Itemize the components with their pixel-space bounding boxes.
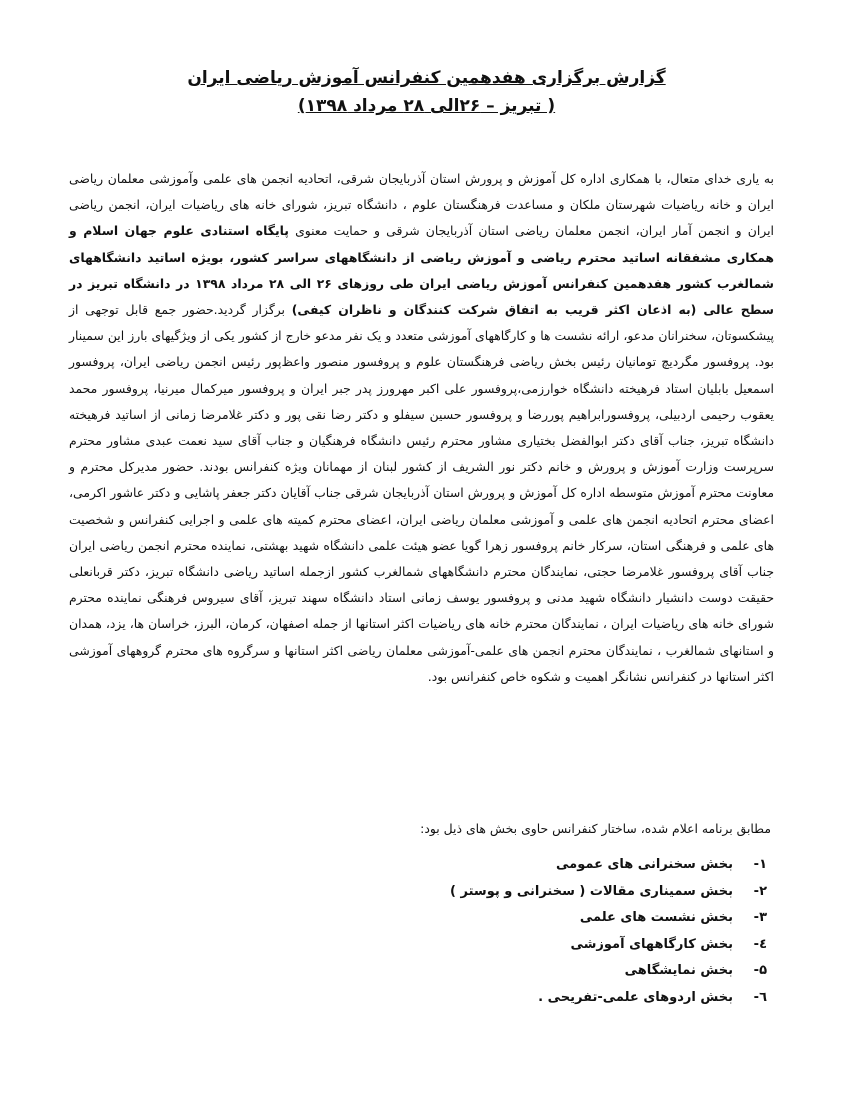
paragraph-part-1: به یاری خدای متعال، با همکاری اداره کل آموزش و پرورش استان آذربایجان شرقی، اتحادیه انجمن های علمی وآموزشی معلمان ریاضی ایران و خانه ریاضیات شهرستان ملکان و مساعدت فرهنگستان علوم ، دانشگاه تبریز، شورای خانه های ریاضیات ایران، انجمن ریاضی ایران و انجمن آمار ایران، انجمن معلمان ریاضی استان آذربایجان شرقی و حمایت معنوی [69,171,775,239]
list-item [450,958,767,985]
list-item [450,852,767,879]
list-item-number: ٤- [753,936,767,952]
sections-intro: مطابق برنامه اعلام شده، ساختار کنفرانس حاوی بخش های ذیل بود: [420,821,771,836]
page-subtitle: ( تبریز – ۲۶الی ۲۸ مرداد ۱۳۹۸) [297,96,556,116]
report-paragraph [69,166,774,690]
page-title: گزارش برگزاری هفدهمین کنفرانس آموزش ریاضی ایران [187,68,666,88]
list-item [450,932,767,959]
list-item-number: ۱- [753,857,767,872]
list-item-label: بخش نمایشگاهی [624,963,733,978]
list-item [450,985,767,1012]
list-item [450,879,767,906]
list-item-number: ٦- [753,989,767,1005]
list-item-label: بخش سخنرانی های عمومی [556,857,733,872]
list-item-label: بخش سمیناری مقالات ( سخنرانی و پوستر ) [450,883,733,899]
list-item-number: ۲- [753,883,767,899]
list-item-label: بخش اردوهای علمی-تفریحی . [538,989,733,1005]
list-item [450,905,767,932]
list-item-label: بخش نشست های علمی [579,910,733,925]
paragraph-part-2: برگزار گردید.حضور جمع قابل توجهی از پیشکسوتان، سخنرانان مدعو، ارائه نشست ها و کارگاههای آموزشی متعدد و یک نفر مدعو خارج از کشور یکی از ویژگیهای بارز این سمینار بود. پروفسور مگردیچ تومانیان رئیس بخش ریاضی فرهنگستان علوم و پروفسور منصور واعظ‌پور رئیس انجمن ریاضی ایران، پروفسور اسمعیل بابلیان استاد فرهیخته دانشگاه خوارزمی،پروفسور علی اکبر مهرورز پدر جبر ایران و پروفسور میرکمال میرنیا، پروفسور محمد یعقوب رحیمی اردبیلی، پروفسورابراهیم پوررضا و پروفسور حسین سیفلو و دکتر رضا نقی پور و دکتر غلامرضا زمانی از اساتید فرهیخته دانشگاه تبریز، جناب آقای دکتر ابوالفضل بختیاری مشاور محترم رئیس دانشگاه فرهنگیان و جناب آقای سید نعمت عبدی مشاور محترم سرپرست وزارت آموزش و پرورش و خانم دکتر نور الشریف از کشور لبنان از مهمانان ویژه کنفرانس بودند. حضور مدیرکل محترم و معاونت محترم آموزش متوسطه اداره کل آموزش و پرورش استان آذربایجان شرقی جناب آقایان دکتر جعفر پاشایی و دکتر عاشور اکرمی، اعضای محترم اتحادیه انجمن های علمی و آموزشی معلمان ریاضی ایران، اعضای محترم کمیته های علمی و اجرایی کنفرانس و شخصیت های علمی و فرهنگی استان، سرکار خانم پروفسور زهرا گویا عضو هیئت علمی دانشگاه شهید بهشتی، نماینده محترم انجمن ریاضی ایران جناب آقای پروفسور غلامرضا حجتی، نمایندگان محترم دانشگاههای شمالغرب کشور ازجمله اساتید ریاضی دانشگاه تبریز، دکتر قربانعلی حقیقت دوست دانشیار دانشگاه شهید مدنی و پروفسور یوسف زمانی استاد دانشگاه سهند تبریز، آقای سیروس فرهنگی نماینده محترم شورای خانه های ریاضیات ایران ، نمایندگان محترم خانه های ریاضیات اکثر استانها از جمله اصفهان، کرمان، البرز، خراسان ها، یزد، همدان و استانهای شمالغرب ، نمایندگان محترم انجمن های علمی-آموزشی معلمان ریاضی اکثر استانها و سرگروه های محترم گروههای آموزشی اکثر استانها در کنفرانس نشانگر اهمیت و شکوه خاص کنفرانس بود. [69,302,774,684]
title-block [0,64,853,120]
list-item-label: بخش کارگاههای آموزشی [570,936,733,952]
paragraph-emphasis: پایگاه استنادی علوم جهان اسلام و همکاری مشفقانه اساتید محترم ریاضی و آموزش ریاضی از دانشگاههای سراسر کشور، بویژه اساتید دانشگاههای شمالغرب کشور هفدهمین کنفرانس آموزش ریاضی ایران طی روزهای ۲۶ الی ۲۸ مرداد ۱۳۹۸ در دانشگاه تبریز در سطح عالی (به اذعان اکثر قریب به اتفاق شرکت کنندگان و ناظران کیفی) [69,223,774,318]
list-item-number: ۵- [753,963,767,978]
paragraph [69,166,774,690]
sections-list [450,852,767,1011]
list-item-number: ۳- [753,910,767,925]
